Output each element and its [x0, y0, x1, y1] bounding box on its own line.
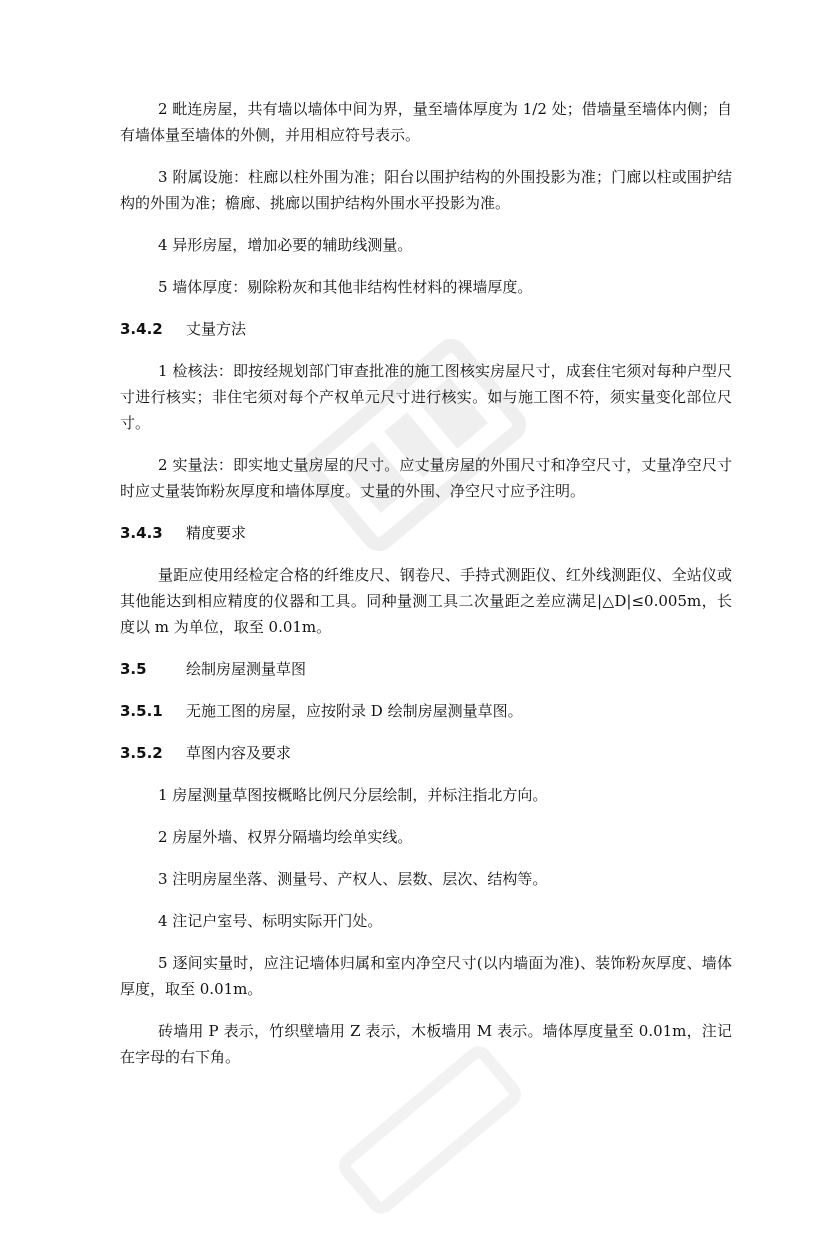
section-number: 3.4.3	[120, 524, 163, 542]
section-number: 3.5	[120, 660, 147, 678]
paragraph: 2 房屋外墙、权界分隔墙均绘单实线。	[158, 828, 413, 846]
paragraph: 2 毗连房屋，共有墙以墙体中间为界，量至墙体厚度为 1/2 处；借墙量至墙体内侧；自有墙体量至墙体的外侧，并用相应符号表示。	[120, 100, 732, 144]
section-number: 3.5.1	[120, 702, 163, 720]
section-heading	[120, 656, 732, 682]
section-title: 草图内容及要求	[186, 744, 292, 762]
section-heading	[120, 316, 732, 342]
section-title: 无施工图的房屋，应按附录 D 绘制房屋测量草图。	[186, 702, 523, 720]
paragraph: 2 实量法：即实地丈量房屋的尺寸。应丈量房屋的外围尺寸和净空尺寸，丈量净空尺寸时应丈量装饰粉灰厚度和墙体厚度。丈量的外围、净空尺寸应予注明。	[120, 456, 732, 500]
section-title: 精度要求	[186, 524, 247, 542]
section-heading	[120, 698, 732, 724]
document-page	[120, 96, 732, 1086]
paragraph: 5 墙体厚度：剔除粉灰和其他非结构性材料的裸墙厚度。	[158, 278, 533, 296]
section-title: 绘制房屋测量草图	[186, 660, 307, 678]
paragraph: 4 注记户室号、标明实际开门处。	[158, 912, 383, 930]
section-number: 3.4.2	[120, 320, 163, 338]
section-heading	[120, 740, 732, 766]
paragraph: 1 检核法：即按经规划部门审查批准的施工图核实房屋尺寸，成套住宅须对每种户型尺寸进行核实；非住宅须对每个产权单元尺寸进行核实。如与施工图不符，须实量变化部位尺寸。	[120, 362, 732, 432]
paragraph: 量距应使用经检定合格的纤维皮尺、钢卷尺、手持式测距仪、红外线测距仪、全站仪或其他能达到相应精度的仪器和工具。同种量测工具二次量距之差应满足|△D|≤0.005m，长度以 m 为单位，取至 0.01m。	[120, 566, 732, 636]
paragraph: 3 注明房屋坐落、测量号、产权人、层数、层次、结构等。	[158, 870, 548, 888]
paragraph: 1 房屋测量草图按概略比例尺分层绘制，并标注指北方向。	[158, 786, 548, 804]
section-title: 丈量方法	[186, 320, 247, 338]
paragraph: 4 异形房屋，增加必要的辅助线测量。	[158, 236, 413, 254]
paragraph: 5 逐间实量时，应注记墙体归属和室内净空尺寸(以内墙面为准)、装饰粉灰厚度、墙体厚度，取至 0.01m。	[120, 954, 732, 998]
paragraph: 砖墙用 P 表示，竹织壁墙用 Z 表示，木板墙用 M 表示。墙体厚度量至 0.01m，注记在字母的右下角。	[120, 1022, 732, 1066]
section-heading	[120, 520, 732, 546]
section-number: 3.5.2	[120, 744, 163, 762]
paragraph: 3 附属设施：柱廊以柱外围为准；阳台以围护结构的外围投影为准；门廊以柱或围护结构的外围为准；檐廊、挑廊以围护结构外围水平投影为准。	[120, 168, 732, 212]
